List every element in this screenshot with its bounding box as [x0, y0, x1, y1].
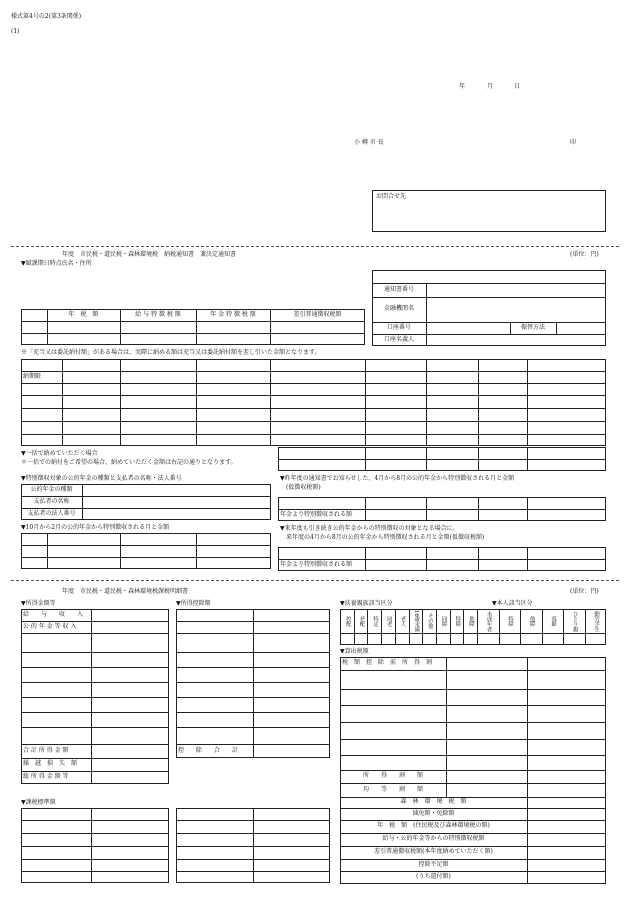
total-income-label: 合 計 所 得 金 額	[23, 746, 69, 754]
calc-title: ▼算出税額	[340, 648, 369, 655]
self-col-header: 他障	[528, 615, 535, 627]
notice-unit: (単位：円)	[570, 251, 599, 258]
self-col-header: ひとり親	[571, 610, 578, 632]
oct-feb-title: ▼10月から2月の公的年金から特別徴収される月と金額	[21, 524, 170, 531]
dependent-col-header: 他障	[467, 615, 474, 627]
dependent-col-header: 特障	[454, 615, 461, 627]
prev-year-title: ▼昨年度の通知書でお知らせした、4月から8月の公的年金から特別徴収される月と金額	[280, 475, 515, 482]
paren-number: (1)	[11, 28, 20, 35]
pension-payer-title: ▼特別徴収対象の公的年金の種類と支払者の名称・法人番号	[21, 475, 182, 482]
payer-name-label: 支払者の名称	[33, 497, 70, 505]
notice-number-label: 通知書番号	[383, 285, 414, 293]
date-year: 年	[459, 83, 466, 90]
date-month: 月	[487, 83, 494, 90]
self-col-header: 勤労学生	[593, 610, 600, 632]
refund-label: (うち還付額)	[416, 873, 451, 881]
gross-income-label: 総 所 得 金 額 等	[23, 773, 69, 781]
special-collection-label: 給与・公的年金等からの特別徴収税額	[382, 835, 485, 843]
self-col-header: 寡婦	[550, 615, 557, 627]
detail-unit: (単位：円)	[570, 588, 599, 595]
pension-deduct-label-2: 年金より特別徴収される額	[280, 560, 353, 568]
annual-tax-header: 年 税 額	[68, 310, 99, 318]
installment-table	[21, 359, 606, 446]
date-day: 日	[514, 83, 521, 90]
due-date-label: 納期限	[23, 372, 42, 380]
pre-credit-income-levy-label: 税 額 控 除 前 所 得 割	[342, 659, 433, 667]
lump-sum-note: ＊一括での納付をご希望の場合、納めていただく金額は右記の通りとなります。	[21, 459, 237, 466]
self-col-header: 特障	[507, 615, 514, 627]
oct-feb-table	[21, 533, 271, 569]
cut-line-2	[11, 580, 619, 581]
detail-title: 年度 市民税・道民税・森林環境税課税明細書	[62, 588, 189, 595]
exemption-label: 減免額・免除額	[412, 809, 455, 817]
contact-box	[372, 190, 606, 232]
deduction-title: ▼所得控除額	[176, 600, 211, 607]
self-title: ▼本人該当区分	[492, 600, 533, 607]
cut-line-1	[11, 246, 619, 247]
pension-withholding-header: 年 金 特 徴 税 額	[210, 310, 256, 318]
deduction-total-label: 控 除 合 計	[178, 746, 239, 754]
form-id: 様式第4号の2(第3条関係)	[11, 13, 82, 20]
dependent-col-header: 16歳未満	[413, 609, 420, 633]
dependent-col-header: 同老	[385, 615, 392, 627]
payer-corp-number-label: 支払者の法人番号	[27, 509, 76, 517]
self-col-header: 未成年者	[485, 610, 492, 632]
bank-name-label: 金融機関名	[383, 305, 414, 313]
dependent-col-header: 同障	[440, 615, 447, 627]
carryover-loss-label: 繰 越 損 失 額	[23, 760, 78, 768]
name-address-label: ▼賦課期日時点氏名・住所	[21, 260, 92, 267]
contact-label: お問合せ先	[376, 193, 407, 200]
dependent-col-header: 控配	[344, 615, 351, 627]
account-holder-label: 口座名義人	[383, 335, 414, 343]
income-title: ▼所得金額等	[21, 600, 56, 607]
account-number-label: 口座番号	[386, 323, 411, 331]
next-year-sub: 来年度の4月から8月の公的年金から特別徴収される月と金額(仮徴収税額)	[286, 534, 485, 541]
pension-type-label: 公的年金の種類	[30, 485, 73, 493]
per-capita-levy-label: 均 等 割 額	[362, 785, 423, 793]
salary-withholding-header: 給 与 特 徴 税 額	[135, 310, 181, 318]
income-levy-label: 所 得 割 額	[362, 772, 423, 780]
forest-tax-label: 森 林 環 境 税 額	[400, 798, 467, 806]
lump-sum-title: ▼一括で納めていただく場合	[21, 450, 98, 457]
next-year-title: ▼来年度も引き続き公的年金からの特別徴収の対象となる場合に、	[280, 525, 459, 532]
ordinary-collection-header: 差引普通徴収税額	[293, 310, 342, 318]
credit-footnote: ※「充当又は委託納付額」がある場合は、実際に納める額は充当又は委託納付額を差し引いた金額となります。	[21, 349, 321, 356]
dependent-col-header: 特定	[372, 615, 379, 627]
tax-base-title: ▼課税標準額	[21, 799, 56, 806]
pension-income-label: 公 的 年 金 等 収 入	[23, 622, 77, 630]
annual-tax-summary-label: 年 税 額 (住民税及び森林環境税の額)	[377, 822, 490, 830]
prev-year-sub: (仮徴収税額)	[286, 484, 321, 491]
credit-shortfall-label: 控除不足額	[418, 860, 449, 868]
seal-mark: 印	[570, 139, 577, 146]
transfer-method-label: 振替方法	[520, 323, 545, 331]
dependent-col-header: その他	[426, 613, 433, 629]
notice-title: 年度 市民税・道民税・森林環境税 納税通知書 兼決定通知書	[62, 251, 237, 258]
dependents-title: ▼扶養親族該当区分	[340, 600, 393, 607]
ordinary-collection-summary-label: 差引普通徴収税額(本年度納めていただく額)	[374, 848, 493, 856]
mayor-title: 小 樽 市 長	[354, 139, 384, 146]
dependent-col-header: 老配	[358, 615, 365, 627]
dependent-col-header: 老人	[399, 615, 406, 627]
pension-deduct-label: 年金より特別徴収される額	[280, 510, 353, 518]
salary-income-label: 給 与 収 入	[23, 610, 84, 618]
